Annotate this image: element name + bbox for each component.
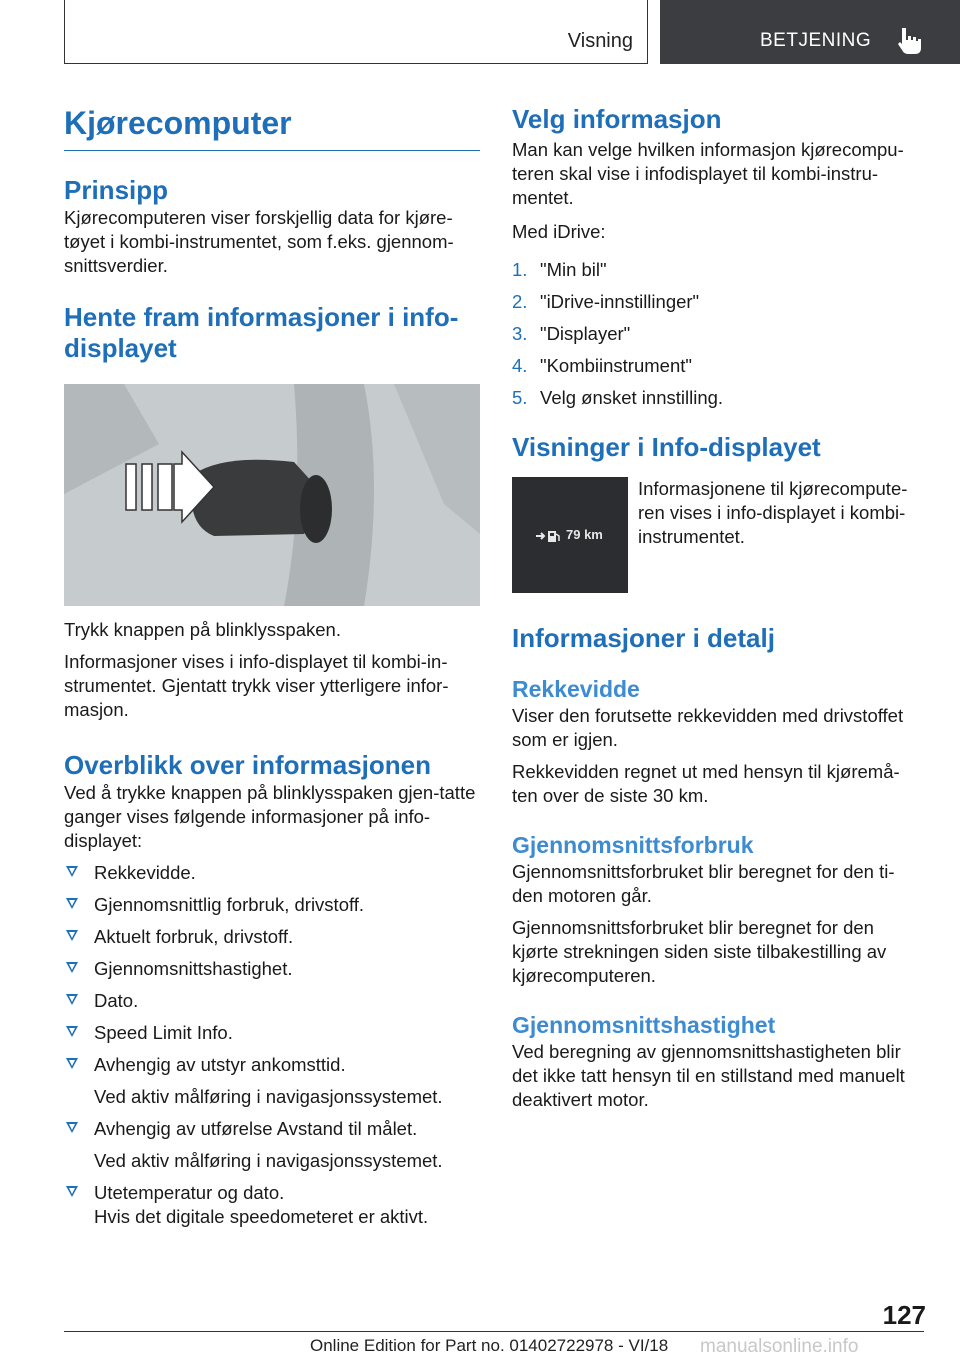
triangle-bullet-icon [66, 962, 78, 973]
list-item: Gjennomsnittshastighet. [64, 957, 480, 981]
list-item: Rekkevidde. [64, 861, 480, 885]
page-number: 127 [882, 1300, 926, 1330]
list-item: Avhengig av utstyr ankomsttid. Ved aktiv målføring i navigasjonssystemet. [64, 1053, 480, 1109]
header-tab-betjening-label: BETJENING [760, 30, 872, 51]
triangle-bullet-icon [66, 1026, 78, 1037]
hente-heading: Hente fram informasjoner i info-displayet [64, 302, 459, 363]
velg-heading: Velg informasjon [512, 104, 722, 134]
visninger-text: Informasjonene til kjørecompute-ren vises i info-displayet i kombi-instrumentet. [638, 478, 908, 547]
triangle-bullet-icon [66, 930, 78, 941]
overblikk-heading: Overblikk over informasjonen [64, 750, 432, 780]
overblikk-list [64, 861, 480, 1229]
prinsipp-heading: Prinsipp [64, 175, 169, 205]
list-item: Dato. [64, 989, 480, 1013]
right-column [512, 100, 924, 1112]
range-readout: 79 km [566, 527, 603, 542]
step-item: 5. Velg ønsket innstilling. [512, 387, 724, 408]
header-tab-visning-label: Visning [567, 30, 633, 52]
hente-text-1: Trykk knappen på blinklysspaken. [64, 619, 341, 640]
rekkevidde-text-1: Viser den forutsette rekkevidden med drivstoffet som er igjen. [512, 705, 904, 750]
velg-text: Man kan velge hvilken informasjon kjørecompu-teren skal vise i infodisplayet til kombi-instru-mentet. [512, 139, 904, 208]
rekkevidde-heading: Rekkevidde [512, 676, 640, 702]
edition-text: Online Edition for Part no. 01402722978 - VI/18 [310, 1336, 669, 1355]
header-tab-betjening [660, 0, 960, 64]
left-column [64, 100, 480, 1237]
hastighet-heading: Gjennomsnittshastighet [512, 1012, 776, 1038]
step-item: 1. "Min bil" [512, 259, 607, 280]
med-idrive-text: Med iDrive: [512, 221, 606, 242]
overblikk-intro: Ved å trykke knappen på blinklysspaken gjen-tatte ganger vises følgende informasjoner på info-displayet: [64, 782, 476, 851]
list-item: Aktuelt forbruk, drivstoff. [64, 925, 480, 949]
page-title: Kjørecomputer [64, 105, 292, 141]
info-display-image [512, 477, 628, 593]
triangle-bullet-icon [66, 866, 78, 877]
triangle-bullet-icon [66, 994, 78, 1005]
prinsipp-text: Kjørecomputeren viser forskjellig data for kjøre-tøyet i kombi-instrumentet, som f.eks. gjennom-snittsverdier. [64, 207, 454, 276]
list-item: Utetemperatur og dato. Hvis det digitale speedometeret er aktivt. [64, 1181, 480, 1229]
pointing-hand-icon [896, 24, 926, 56]
forbruk-text-2: Gjennomsnittsforbruket blir beregnet for den kjørte strekningen siden siste tilbakestilling av kjørecomputeren. [512, 917, 887, 986]
triangle-bullet-icon [66, 1186, 78, 1197]
step-item: 4. "Kombiinstrument" [512, 355, 692, 376]
forbruk-heading: Gjennomsnittsforbruk [512, 832, 754, 858]
list-item: Avhengig av utførelse Avstand til målet. Ved aktiv målføring i navigasjonssystemet. [64, 1117, 480, 1173]
step-item: 2. "iDrive-innstillinger" [512, 291, 700, 312]
watermark-text: manualsonline.info [700, 1336, 859, 1357]
detalj-heading: Informasjoner i detalj [512, 623, 775, 653]
fuel-range-icon [536, 529, 560, 543]
forbruk-text-1: Gjennomsnittsforbruket blir beregnet for den ti-den motoren går. [512, 861, 895, 906]
list-item: Gjennomsnittlig forbruk, drivstoff. [64, 893, 480, 917]
rekkevidde-text-2: Rekkevidden regnet ut med hensyn til kjøremå-ten over de siste 30 km. [512, 761, 900, 806]
hastighet-text: Ved beregning av gjennomsnittshastigheten blir det ikke tatt hensyn til en stillstand med manuelt deaktivert motor. [512, 1041, 905, 1110]
title-divider [64, 150, 480, 151]
turn-signal-stalk-illustration [64, 384, 480, 606]
idrive-steps [512, 258, 924, 410]
step-item: 3. "Displayer" [512, 323, 631, 344]
triangle-bullet-icon [66, 898, 78, 909]
triangle-bullet-icon [66, 1122, 78, 1133]
list-item: Speed Limit Info. [64, 1021, 480, 1045]
header-tab-visning [64, 0, 648, 64]
triangle-bullet-icon [66, 1058, 78, 1069]
footer-divider [64, 1331, 924, 1332]
visninger-heading: Visninger i Info-displayet [512, 432, 821, 462]
hente-text-2: Informasjoner vises i info-displayet til kombi-in-strumentet. Gjentatt trykk viser ytterligere infor-masjon. [64, 651, 449, 720]
